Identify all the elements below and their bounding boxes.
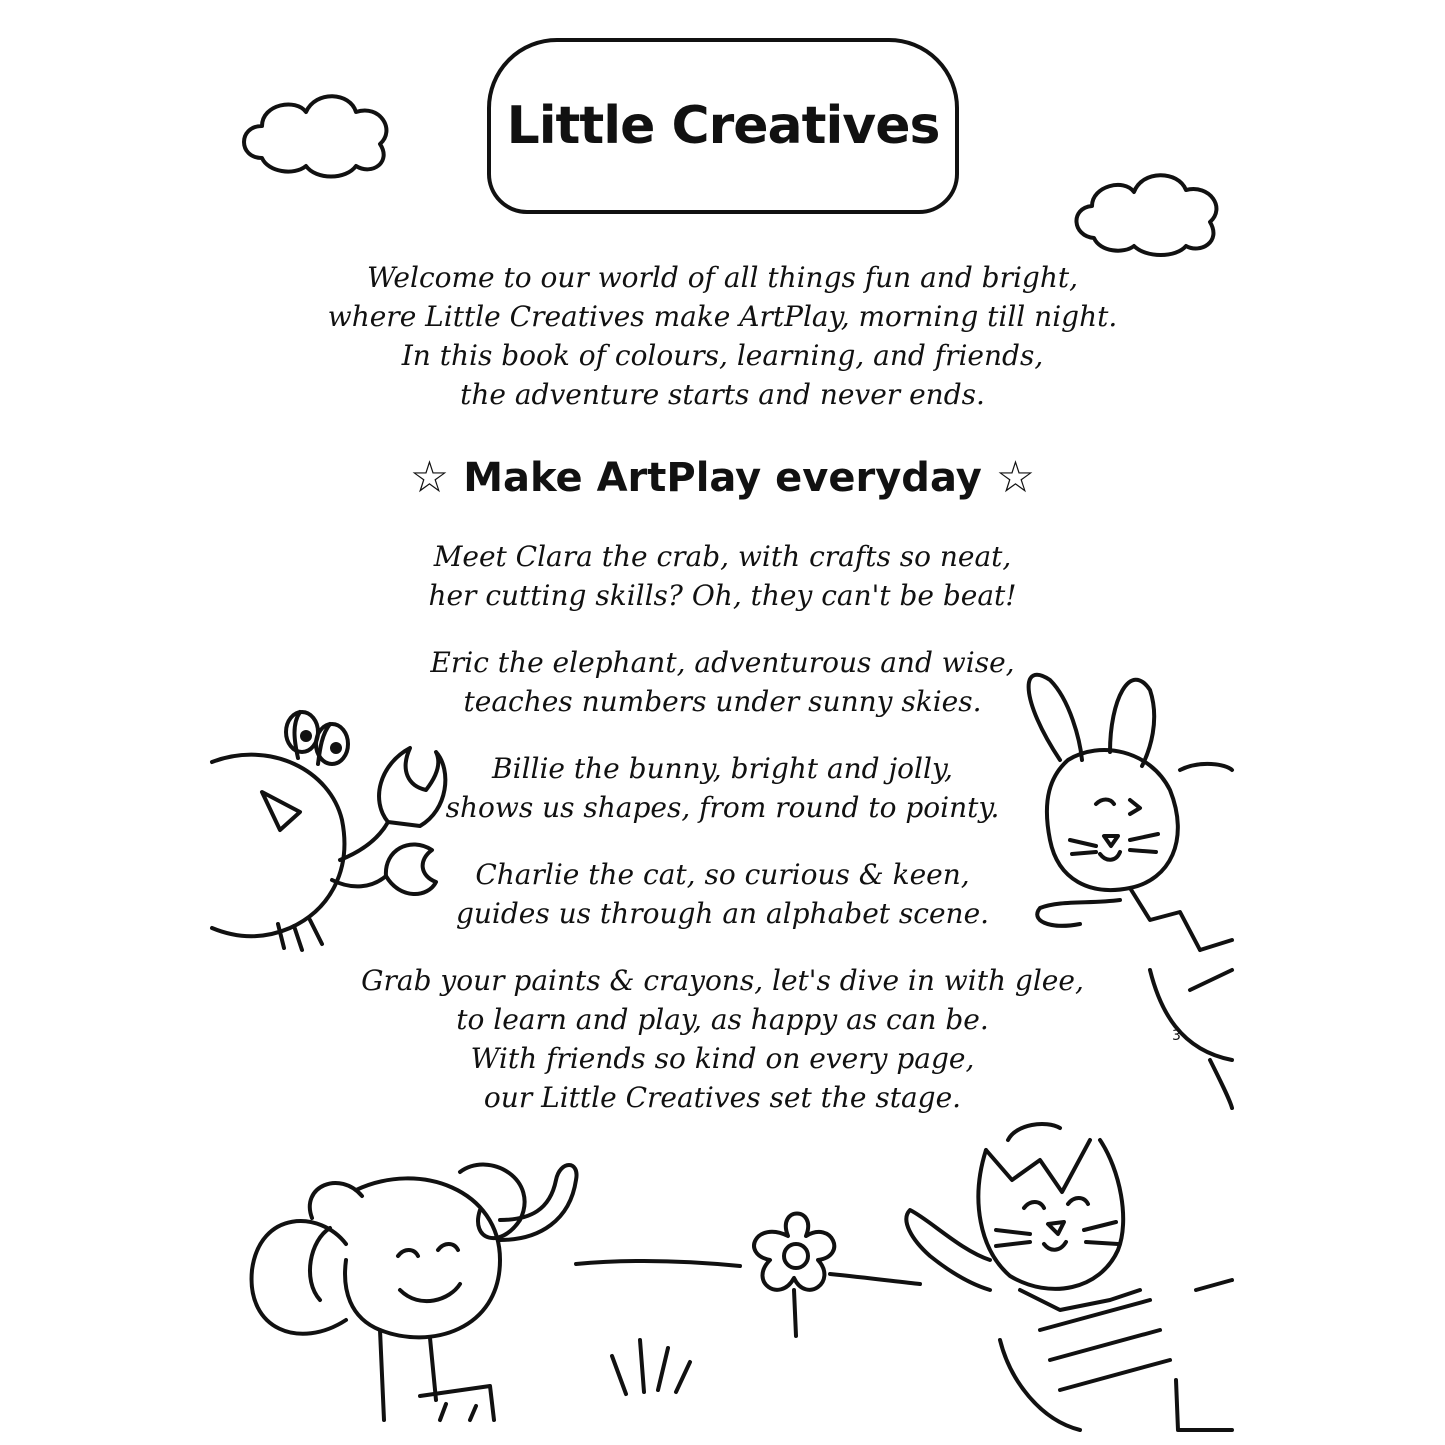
- verse-line: Eric the elephant, adventurous and wise,: [430, 646, 1015, 679]
- verse-line: Meet Clara the crab, with crafts so neat,: [433, 540, 1012, 573]
- verse-line: shows us shapes, from round to pointy.: [445, 791, 1000, 824]
- grass-strokes: [612, 1340, 690, 1394]
- verse-line: her cutting skills? Oh, they can't be beat!: [428, 579, 1017, 612]
- verse-line: Charlie the cat, so curious & keen,: [475, 858, 970, 891]
- ground-line: [576, 1261, 740, 1266]
- cat-illustration: [906, 1124, 1232, 1430]
- intro-line: Welcome to our world of all things fun and bright,: [366, 261, 1079, 294]
- cloud-icon: [1076, 175, 1216, 255]
- section-heading: [300, 452, 1145, 503]
- intro-line: In this book of colours, learning, and friends,: [401, 339, 1044, 372]
- flower-icon: [754, 1214, 834, 1337]
- verse-line: teaches numbers under sunny skies.: [463, 685, 982, 718]
- verse-line: to learn and play, as happy as can be.: [456, 1003, 989, 1036]
- intro-line: the adventure starts and never ends.: [460, 378, 985, 411]
- section-heading-text: Make ArtPlay everyday: [463, 454, 982, 501]
- stanza-clara: [300, 537, 1145, 615]
- stanza-charlie: [300, 855, 1145, 933]
- verse-line: Billie the bunny, bright and jolly,: [492, 752, 953, 785]
- stanza-eric: [300, 643, 1145, 721]
- title-cloud-banner: [487, 38, 959, 214]
- verse-line: our Little Creatives set the stage.: [483, 1081, 962, 1114]
- verse-line: guides us through an alphabet scene.: [455, 897, 990, 930]
- star-icon: ☆: [409, 452, 450, 503]
- page-title: Little Creatives: [506, 96, 940, 156]
- verse-line: With friends so kind on every page,: [470, 1042, 975, 1075]
- elephant-illustration: [252, 1165, 577, 1420]
- page-number: 3: [1172, 1028, 1181, 1044]
- star-icon: ☆: [995, 452, 1036, 503]
- cloud-icon: [244, 96, 386, 176]
- verses: [300, 537, 1145, 1145]
- intro-line: where Little Creatives make ArtPlay, morning till night.: [327, 300, 1118, 333]
- intro-poem: [300, 258, 1145, 414]
- stanza-billie: [300, 749, 1145, 827]
- verse-line: Grab your paints & crayons, let's dive in with glee,: [361, 964, 1084, 997]
- ground-line: [830, 1274, 920, 1284]
- stanza-closing: [300, 961, 1145, 1117]
